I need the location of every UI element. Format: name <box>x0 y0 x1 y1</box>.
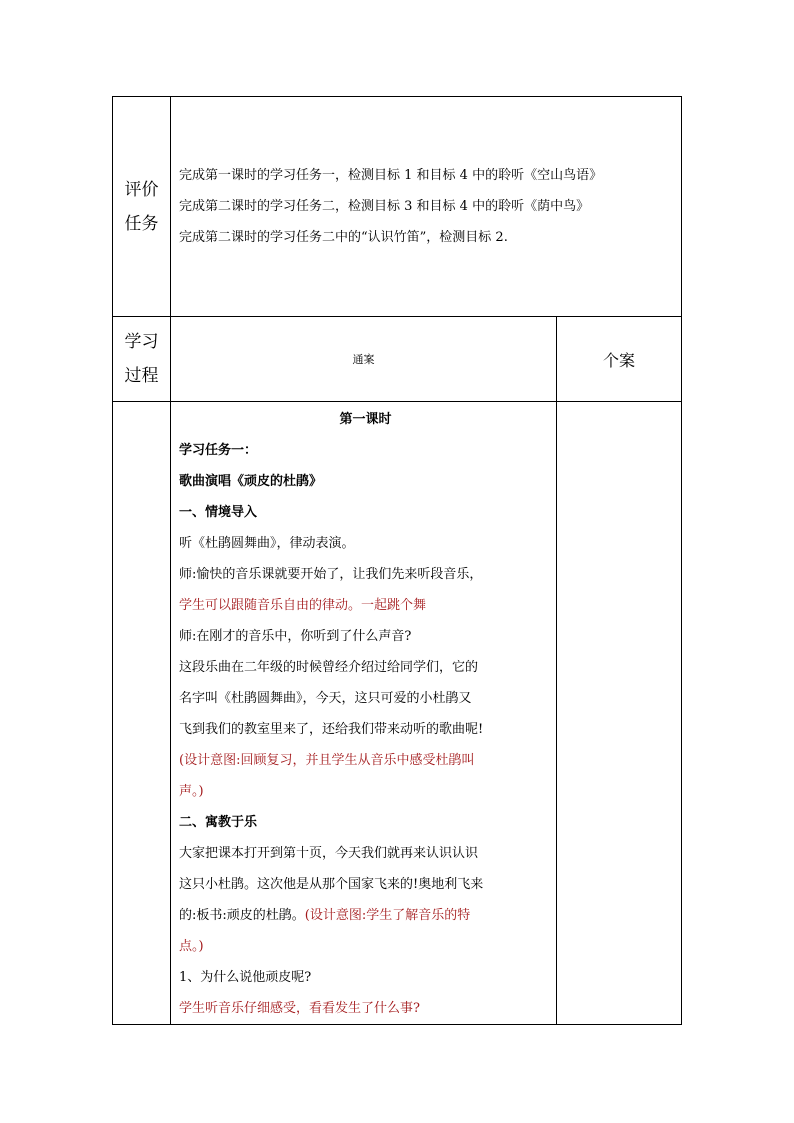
question-line: 1、为什么说他顽皮呢? <box>179 970 312 985</box>
paragraph-segment: 的:板书:顽皮的杜鹃。 <box>179 908 305 923</box>
individual-plan-label: 个案 <box>602 350 635 370</box>
section-1-heading: 一、情境导入 <box>179 505 258 520</box>
process-heading-line-1: 学习 <box>124 332 159 352</box>
paragraph-line: 飞到我们的教室里来了，还给我们带来动听的歌曲呢! <box>179 722 484 737</box>
process-heading-line-2: 过程 <box>124 366 159 386</box>
general-plan-header <box>170 316 557 402</box>
evaluation-content-cell <box>170 96 682 317</box>
evaluation-heading-cell <box>112 96 171 317</box>
paragraph-line: 这只小杜鹃。这次他是从那个国家飞来的!奥地利飞来 <box>179 877 484 892</box>
section-2-heading: 二、寓教于乐 <box>179 815 258 830</box>
individual-plan-header <box>556 316 682 402</box>
paragraph-line-highlight: 学生听音乐仔细感受，看看发生了什么事? <box>179 1001 420 1016</box>
general-plan-label: 通案 <box>352 353 375 366</box>
evaluation-line-1: 完成第一课时的学习任务一，检测目标 1 和目标 4 中的聆听《空山鸟语》 <box>179 168 603 183</box>
process-heading-cell <box>112 316 171 402</box>
design-intent-line: 点。) <box>179 939 204 954</box>
paragraph-line: 听《杜鹃圆舞曲》，律动表演。 <box>179 536 355 551</box>
design-intent-line: 声。) <box>179 784 204 799</box>
evaluation-heading-line-2: 任务 <box>124 213 159 234</box>
evaluation-lines <box>179 160 602 253</box>
evaluation-line-2: 完成第二课时的学习任务二，检测目标 3 和目标 4 中的聆听《荫中鸟》 <box>179 199 590 214</box>
song-heading: 歌曲演唱《顽皮的杜鹃》 <box>179 474 323 489</box>
evaluation-line-3: 完成第二课时的学习任务二中的“认识竹笛”，检测目标 2. <box>179 230 508 245</box>
paragraph-line: 师:愉快的音乐课就要开始了，让我们先来听段音乐， <box>179 567 483 582</box>
lesson-title: 第一课时 <box>339 412 392 427</box>
design-intent-segment: (设计意图:学生了解音乐的特 <box>304 908 471 923</box>
task-heading: 学习任务一： <box>179 443 258 458</box>
design-intent-line: (设计意图:回顾复习，并且学生从音乐中感受杜鹃叫 <box>179 753 475 768</box>
lesson-content <box>179 404 552 1024</box>
paragraph-line-highlight: 学生可以跟随音乐自由的律动。一起跳个舞 <box>179 598 427 613</box>
paragraph-line: 师:在刚才的音乐中，你听到了什么声音? <box>179 629 412 644</box>
paragraph-line-mixed <box>179 900 552 931</box>
process-blank-cell <box>112 401 171 1025</box>
individual-plan-cell <box>556 401 682 1025</box>
paragraph-line: 名字叫《杜鹃圆舞曲》，今天，这只可爱的小杜鹃又 <box>179 691 472 706</box>
lesson-content-cell <box>170 401 557 1025</box>
paragraph-line: 这段乐曲在二年级的时候曾经介绍过给同学们，它的 <box>179 660 479 675</box>
paragraph-line: 大家把课本打开到第十页，今天我们就再来认识认识 <box>179 846 479 861</box>
evaluation-heading-line-1: 评价 <box>124 179 159 200</box>
